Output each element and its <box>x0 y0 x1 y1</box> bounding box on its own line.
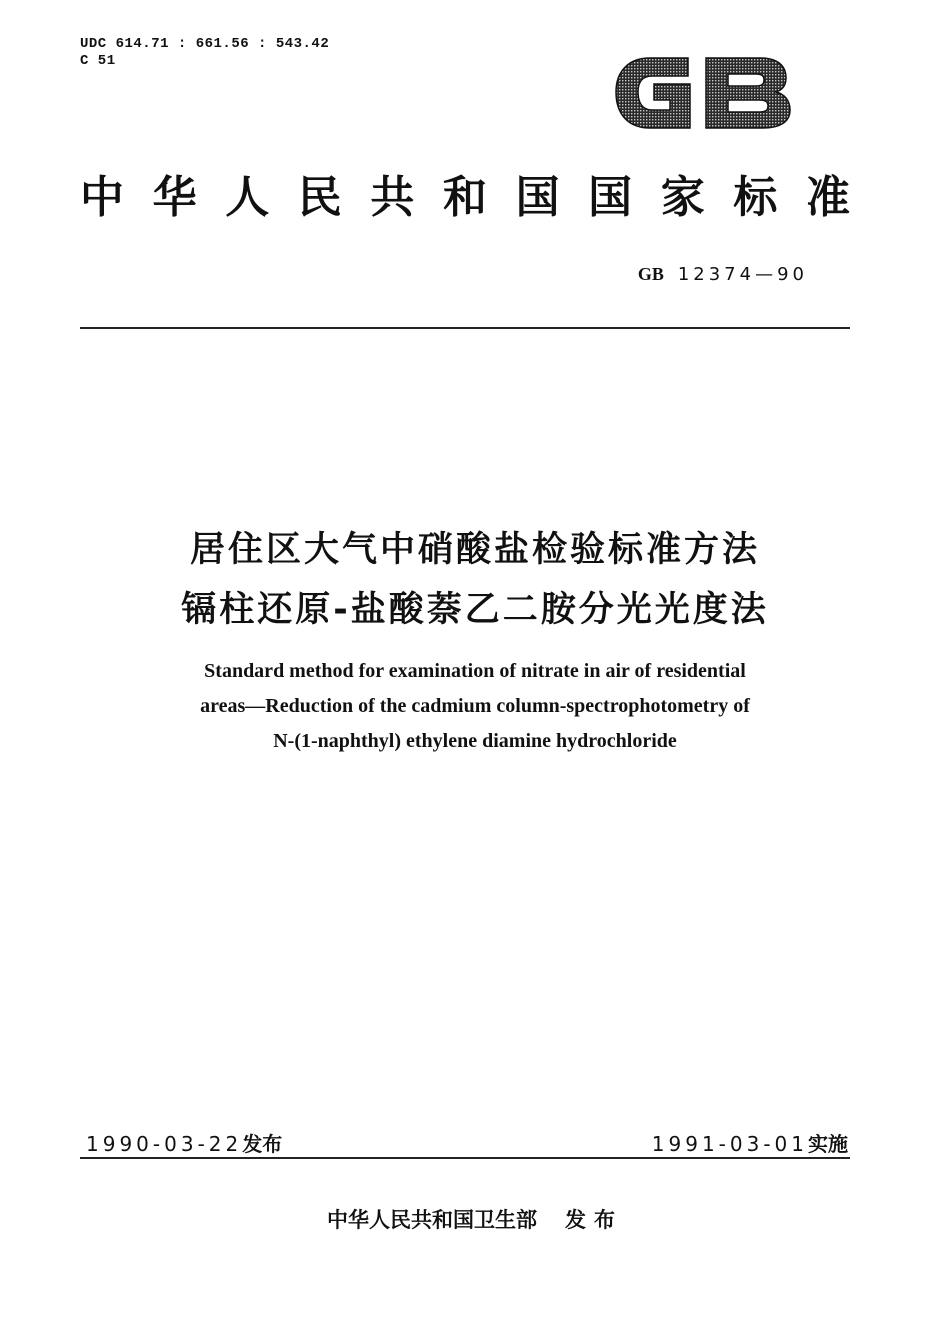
title-char: 华 <box>152 172 197 223</box>
logo-letter-b <box>706 58 790 128</box>
udc-classification <box>80 36 329 70</box>
publisher-name: 中华人民共和国卫生部 <box>327 1208 537 1232</box>
udc-line: UDC 614.71 : 661.56 : 543.42 <box>80 36 330 52</box>
title-char: 家 <box>660 172 705 223</box>
implement-date-value: 1991-03-01 <box>651 1132 808 1156</box>
logo-letter-g <box>616 58 690 128</box>
gb-logo <box>610 44 800 140</box>
issue-label: 发布 <box>242 1132 283 1156</box>
issue-date <box>86 1128 282 1157</box>
title-char: 民 <box>297 172 342 223</box>
class-line: C 51 <box>80 53 116 69</box>
chinese-title-line-2: 镉柱还原-盐酸萘乙二胺分光光度法 <box>181 590 769 630</box>
publisher <box>0 1204 950 1234</box>
publisher-action: 发布 <box>565 1208 623 1232</box>
implement-label: 实施 <box>808 1132 848 1156</box>
national-standard-title <box>80 168 850 228</box>
issue-date-value: 1990-03-22 <box>86 1132 243 1156</box>
english-title-line-3: N-(1-naphthyl) ethylene diamine hydrochloride <box>273 730 677 752</box>
standard-code: 12374—90 <box>677 264 808 285</box>
english-title-line-1: Standard method for examination of nitrate in air of residential <box>204 660 746 682</box>
top-divider <box>80 327 850 329</box>
english-title-line-2: areas—Reduction of the cadmium column-spectrophotometry of <box>200 695 750 717</box>
title-char: 标 <box>733 172 778 223</box>
title-char: 和 <box>442 172 487 223</box>
chinese-title-line-1: 居住区大气中硝酸盐检验标准方法 <box>189 530 760 570</box>
title-char: 共 <box>370 172 415 223</box>
title-char: 国 <box>515 172 560 223</box>
bottom-divider <box>80 1157 850 1159</box>
title-char: 准 <box>805 172 850 223</box>
title-char: 国 <box>588 172 633 223</box>
title-char: 中 <box>80 172 124 223</box>
standard-number <box>638 264 808 285</box>
title-char: 人 <box>225 172 270 223</box>
implement-date <box>652 1128 848 1157</box>
standard-prefix: GB <box>637 264 664 284</box>
